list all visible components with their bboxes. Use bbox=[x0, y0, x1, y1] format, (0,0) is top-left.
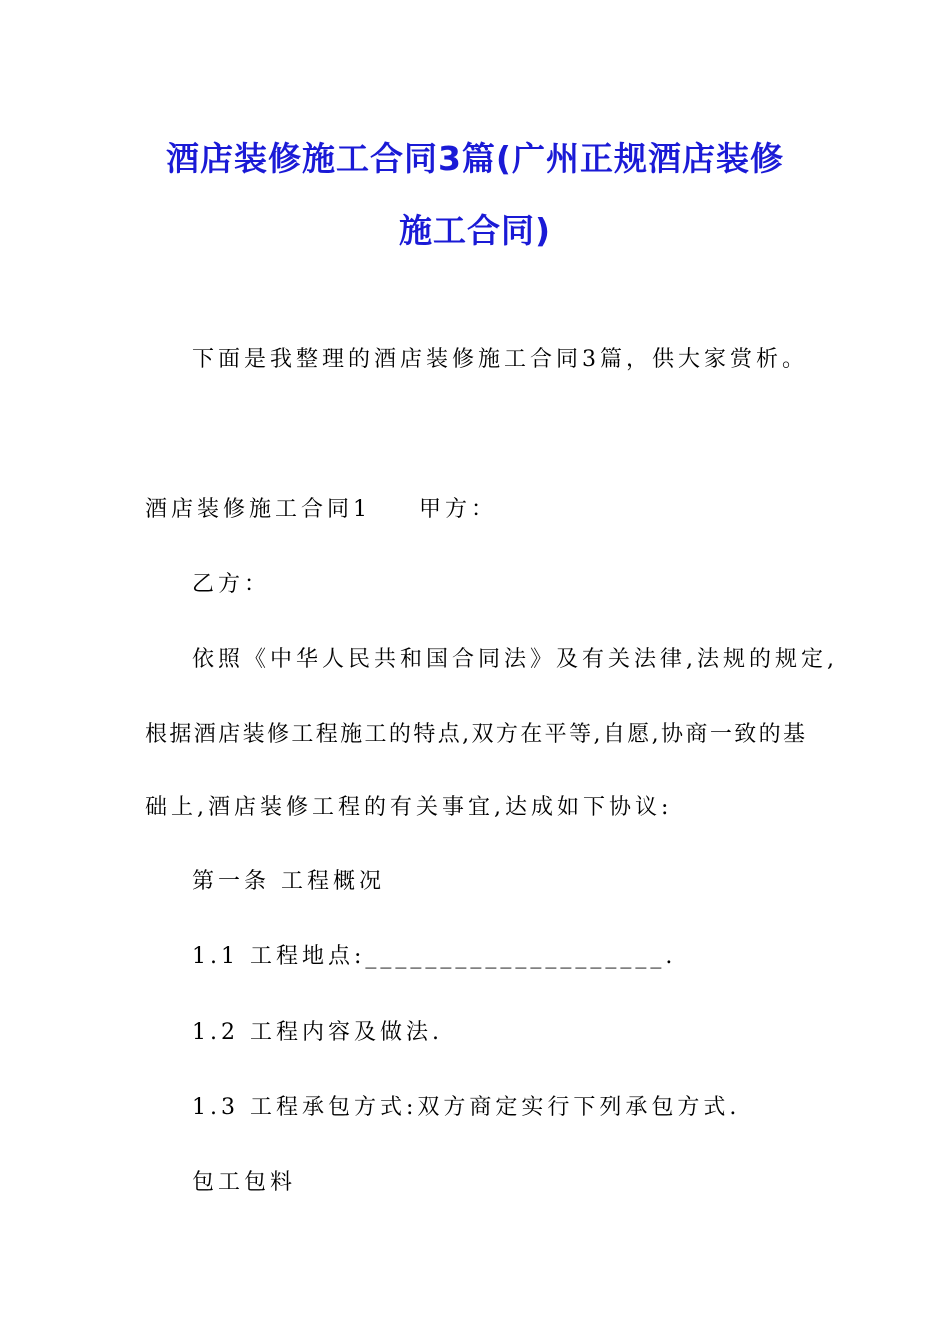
intro-paragraph: 下面是我整理的酒店装修施工合同3篇，供大家赏析。 bbox=[192, 347, 808, 372]
document-title-line-2: 施工合同) bbox=[398, 211, 552, 250]
item-package-type: 包工包料 bbox=[192, 1170, 297, 1195]
contract-heading-line bbox=[145, 495, 497, 525]
article-1-heading: 第一条 工程概况 bbox=[192, 869, 385, 894]
item-1-2: 1.2 工程内容及做法. bbox=[192, 1020, 443, 1045]
document-title-line-1: 酒店装修施工合同3篇(广州正规酒店装修 bbox=[165, 139, 785, 178]
paragraph-1-line-1: 依照《中华人民共和国合同法》及有关法律,法规的规定, bbox=[192, 647, 838, 672]
paragraph-1-line-2: 根据酒店装修工程施工的特点,双方在平等,自愿,协商一致的基 bbox=[145, 722, 805, 747]
item-1-3: 1.3 工程承包方式:双方商定实行下列承包方式. bbox=[192, 1095, 741, 1120]
party-a-label: 甲方： bbox=[419, 497, 498, 522]
contract-heading: 酒店装修施工合同1 bbox=[145, 497, 371, 522]
party-b-label: 乙方： bbox=[192, 572, 271, 597]
paragraph-1-line-3: 础上,酒店装修工程的有关事宜,达成如下协议: bbox=[145, 795, 673, 820]
item-1-1: 1.1 工程地点:____________________. bbox=[192, 944, 677, 969]
